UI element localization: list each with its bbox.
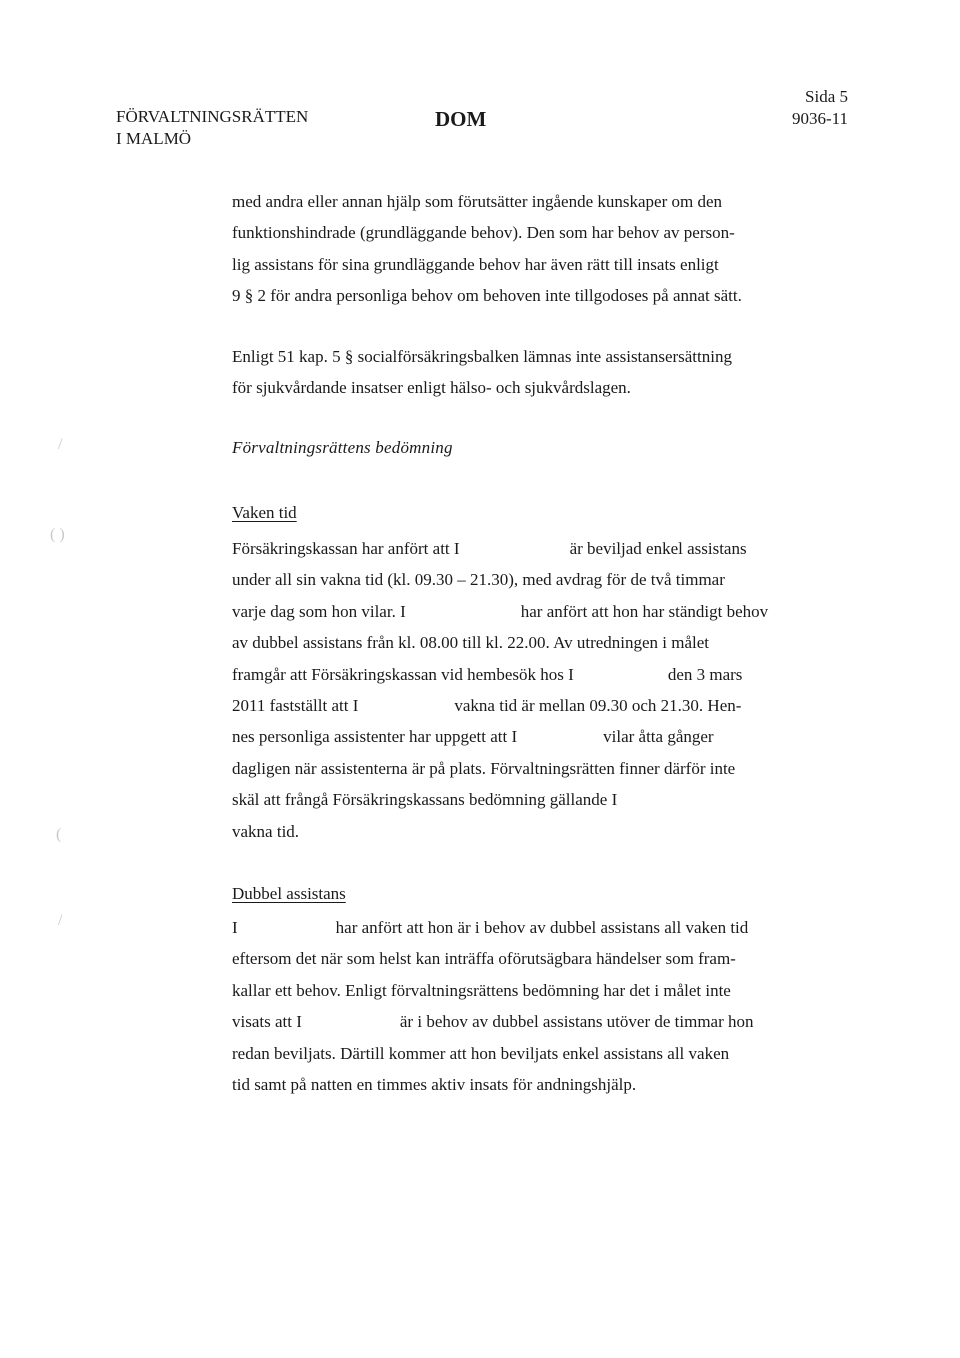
text-line: med andra eller annan hjälp som förutsätter ingående kunskaper om den xyxy=(232,192,722,211)
scan-artifact: ( ) xyxy=(50,526,65,543)
text-segment: kallar ett behov. Enligt förvaltningsrättens bedömning har det i målet inte xyxy=(232,980,731,1000)
text-line xyxy=(232,659,792,690)
case-number: 9036-11 xyxy=(791,109,848,128)
paragraph-double-assistance xyxy=(232,912,792,1100)
text-line: funktionshindrade (grundläggande behov). Den som har behov av person- xyxy=(232,223,735,243)
text-segment: är beviljad enkel assistans xyxy=(569,539,747,558)
text-segment: vilar åtta gånger xyxy=(603,727,714,747)
text-line: 9 § 2 för andra personliga behov om behoven inte tillgodoses på annat sätt. xyxy=(232,286,742,306)
text-segment: eftersom det när som helst kan inträffa oförutsägbara händelser som fram- xyxy=(232,949,736,969)
text-line xyxy=(232,627,792,658)
text-line xyxy=(232,975,792,1006)
court-name-line1: FÖRVALTNINGSRÄTTEN xyxy=(116,107,309,126)
text-segment: dagligen när assistenterna är på plats. Förvaltningsrätten finner därför inte xyxy=(232,758,736,778)
text-segment: har anfört att hon är i behov av dubbel assistans all vaken tid xyxy=(335,918,749,937)
page-info xyxy=(792,86,848,130)
assessment-heading: Förvaltningsrättens bedömning xyxy=(232,438,453,457)
text-line xyxy=(232,1069,792,1100)
text-line xyxy=(232,912,792,943)
text-segment: Försäkringskassan har anfört att I xyxy=(232,539,460,558)
text-segment: av dubbel assistans från kl. 08.00 till kl. 22.00. Av utredningen i målet xyxy=(232,633,710,653)
text-segment: vakna tid. xyxy=(232,821,300,841)
text-segment: den 3 mars xyxy=(667,664,743,684)
text-segment: är i behov av dubbel assistans utöver de timmar hon xyxy=(399,1012,754,1032)
text-segment: redan beviljats. Därtill kommer att hon beviljats enkel assistans all vaken xyxy=(232,1043,730,1063)
text-line xyxy=(232,816,792,847)
text-segment: I xyxy=(232,918,238,937)
section-heading-double-assistance: Dubbel assistans xyxy=(232,884,346,903)
text-segment: tid samt på natten en timmes aktiv insats för andningshjälp. xyxy=(232,1074,637,1094)
text-line xyxy=(232,943,792,974)
text-line: för sjukvårdande insatser enligt hälso- och sjukvårdslagen. xyxy=(232,378,631,398)
text-segment: under all sin vakna tid (kl. 09.30 – 21.30), med avdrag för de två timmar xyxy=(232,570,725,590)
text-line xyxy=(232,596,792,627)
text-line xyxy=(232,533,792,564)
text-line xyxy=(232,753,792,784)
scan-artifact: / xyxy=(58,436,63,453)
text-line: lig assistans för sina grundläggande behov har även rätt till insats enligt xyxy=(232,254,719,274)
text-line xyxy=(232,690,792,721)
scan-artifact: / xyxy=(58,912,63,929)
scan-artifact: ( xyxy=(56,826,62,843)
court-name-line2: I MALMÖ xyxy=(116,129,192,148)
page-number: Sida 5 xyxy=(805,87,848,106)
text-segment: skäl att frångå Försäkringskassans bedömning gällande I xyxy=(232,790,618,810)
text-segment: visats att I xyxy=(232,1012,302,1032)
text-line xyxy=(232,1006,792,1037)
paragraph-social-insurance xyxy=(232,341,792,404)
document-type: DOM xyxy=(435,107,487,131)
text-segment: 2011 fastställt att I xyxy=(232,695,359,715)
text-line xyxy=(232,721,792,752)
text-segment: har anfört att hon har ständigt behov xyxy=(520,601,769,621)
paragraph-awake-time xyxy=(232,533,792,847)
court-name xyxy=(116,106,376,150)
text-line: Enligt 51 kap. 5 § socialförsäkringsbalken lämnas inte assistansersättning xyxy=(232,347,732,366)
text-line xyxy=(232,784,792,815)
section-heading-awake-time: Vaken tid xyxy=(232,503,297,522)
text-segment: framgår att Försäkringskassan vid hembesök hos I xyxy=(232,664,574,684)
text-segment: nes personliga assistenter har uppgett att I xyxy=(232,727,518,747)
text-line xyxy=(232,564,792,595)
paragraph-legal-basis xyxy=(232,186,792,312)
text-segment: vakna tid är mellan 09.30 och 21.30. Hen- xyxy=(454,695,742,715)
text-line xyxy=(232,1038,792,1069)
text-segment: varje dag som hon vilar. I xyxy=(232,601,406,621)
